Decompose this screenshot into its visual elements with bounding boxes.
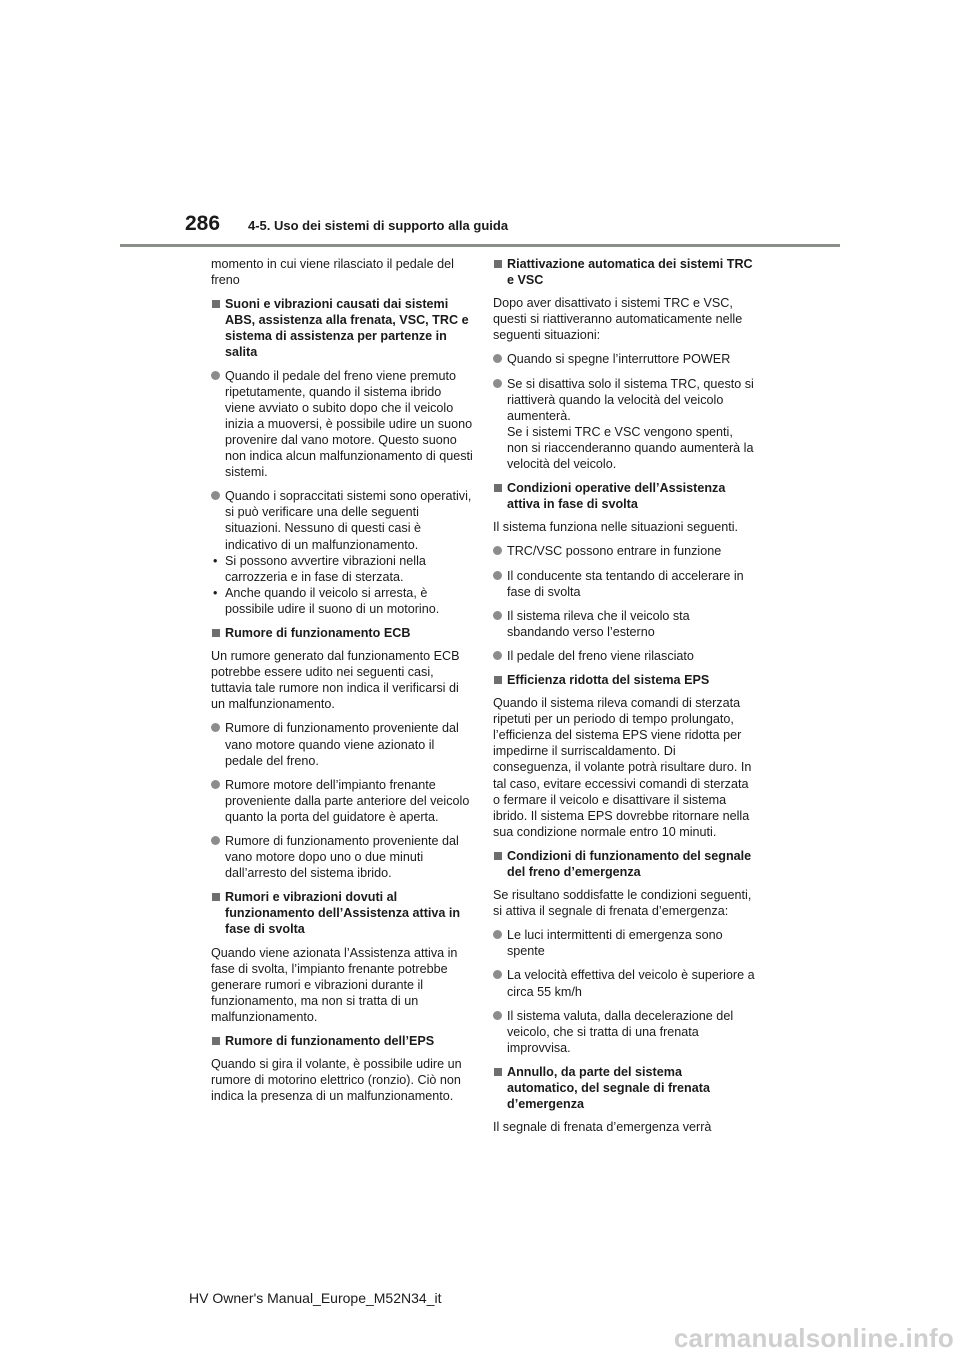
section-heading: Rumore di funzionamento ECB — [211, 625, 473, 641]
header-divider — [120, 244, 840, 247]
bullet-item: Quando si spegne l’interruttore POWER — [493, 351, 755, 367]
section-body: Quando il sistema rileva comandi di sterzata ripetuti per un periodo di tempo prolungato, l’efficienza del sistema EPS viene ridotta per impedirne il surriscaldamento. Di conseguenza, il volante potrà risultare duro. In tal caso, evitare eccessivi comandi di sterzata o fermare il veicolo e disattivare il sistema ibrido. Il sistema EPS dovrebbe ritornare nella sua condizione normale entro 10 minuti. — [493, 696, 752, 839]
intro-text: momento in cui viene rilasciato il pedale del freno — [211, 257, 454, 288]
section-heading: Rumori e vibrazioni dovuti al funzionamento dell’Assistenza attiva in fase di svolta — [211, 889, 473, 937]
bullet-item: Rumore di funzionamento proveniente dal vano motore dopo uno o due minuti dall’arresto del sistema ibrido. — [211, 833, 473, 881]
bullet-item: Rumore motore dell’impianto frenante proveniente dalla parte anteriore del veicolo quanto la porta del guidatore è aperta. — [211, 777, 473, 825]
bullet-item: TRC/VSC possono entrare in funzione — [493, 543, 755, 559]
manual-footer-id: HV Owner's Manual_Europe_M52N34_it — [189, 1290, 442, 1306]
bullet-item: Il conducente sta tentando di accelerare in fase di svolta — [493, 568, 755, 600]
bullet-item: Quando i sopraccitati sistemi sono operativi, si può verificare una delle seguenti situazioni. Nessuno di questi casi è indicativo di un malfunzionamento. — [211, 488, 473, 552]
section-body: Un rumore generato dal funzionamento ECB potrebbe essere udito nei seguenti casi, tuttavia tale rumore non indica il verificarsi di un malfunzionamento. — [211, 649, 460, 712]
bullet-item: La velocità effettiva del veicolo è superiore a circa 55 km/h — [493, 967, 755, 999]
section-body: Il sistema funziona nelle situazioni seguenti. — [493, 520, 739, 535]
section-body: Quando viene azionata l’Assistenza attiva in fase di svolta, l’impianto frenante potrebbe generare rumori e vibrazioni durante il funzionamento, ma non si tratta di un malfunzionamento. — [211, 945, 458, 1024]
bullet-item: Il sistema valuta, dalla decelerazione del veicolo, che si tratta di una frenata improvvisa. — [493, 1008, 755, 1056]
section-heading: Annullo, da parte del sistema automatico, del segnale di frenata d’emergenza — [493, 1064, 755, 1112]
section-heading: Condizioni operative dell’Assistenza attiva in fase di svolta — [493, 480, 755, 512]
sub-bullet-list — [211, 553, 473, 617]
section-body: Il segnale di frenata d’emergenza verrà — [493, 1120, 712, 1135]
sub-bullet-item: • Si possono avvertire vibrazioni nella carrozzeria e in fase di sterzata. — [211, 553, 473, 585]
bullet-item: Il pedale del freno viene rilasciato — [493, 648, 755, 664]
section-heading: Suoni e vibrazioni causati dai sistemi ABS, assistenza alla frenata, VSC, TRC e sistema di assistenza per partenze in salita — [211, 296, 473, 360]
right-column — [493, 256, 755, 1143]
section-body: Dopo aver disattivato i sistemi TRC e VSC, questi si riattiveranno automaticamente nelle seguenti situazioni: — [493, 296, 743, 343]
bullet-item: Le luci intermittenti di emergenza sono spente — [493, 927, 755, 959]
bullet-item: Il sistema rileva che il veicolo sta sbandando verso l’esterno — [493, 608, 755, 640]
bullet-item: Quando il pedale del freno viene premuto ripetutamente, quando il sistema ibrido viene avviato o subito dopo che il veicolo inizia a muoversi, è possibile udire un suono provenire dal vano motore. Questo suono non indica alcun malfunzionamento di questi sistemi. — [211, 368, 473, 481]
section-heading: Rumore di funzionamento dell’EPS — [211, 1033, 473, 1049]
left-column — [211, 256, 473, 1112]
section-heading: Condizioni di funzionamento del segnale del freno d’emergenza — [493, 848, 755, 880]
section-body: Se risultano soddisfatte le condizioni seguenti, si attiva il segnale di frenata d’emergenza: — [493, 888, 752, 919]
section-body: Quando si gira il volante, è possibile udire un rumore di motorino elettrico (ronzio). Ciò non indica la presenza di un malfunzionamento. — [211, 1057, 462, 1104]
bullet-continuation: Se i sistemi TRC e VSC vengono spenti, non si riaccenderanno quando aumenterà la velocità del veicolo. — [507, 424, 754, 472]
section-title: 4-5. Uso dei sistemi di supporto alla guida — [248, 218, 509, 233]
page-number: 286 — [185, 212, 221, 235]
bullet-item: Se si disattiva solo il sistema TRC, questo si riattiverà quando la velocità del veicolo aumenterà. — [493, 376, 755, 424]
sub-bullet-item: • Anche quando il veicolo si arresta, è possibile udire il suono di un motorino. — [211, 585, 473, 617]
watermark-text: carmanualsonline.info — [673, 1323, 954, 1353]
section-heading: Riattivazione automatica dei sistemi TRC e VSC — [493, 256, 755, 288]
section-heading: Efficienza ridotta del sistema EPS — [493, 672, 755, 688]
bullet-item: Rumore di funzionamento proveniente dal vano motore quando viene azionato il pedale del freno. — [211, 720, 473, 768]
